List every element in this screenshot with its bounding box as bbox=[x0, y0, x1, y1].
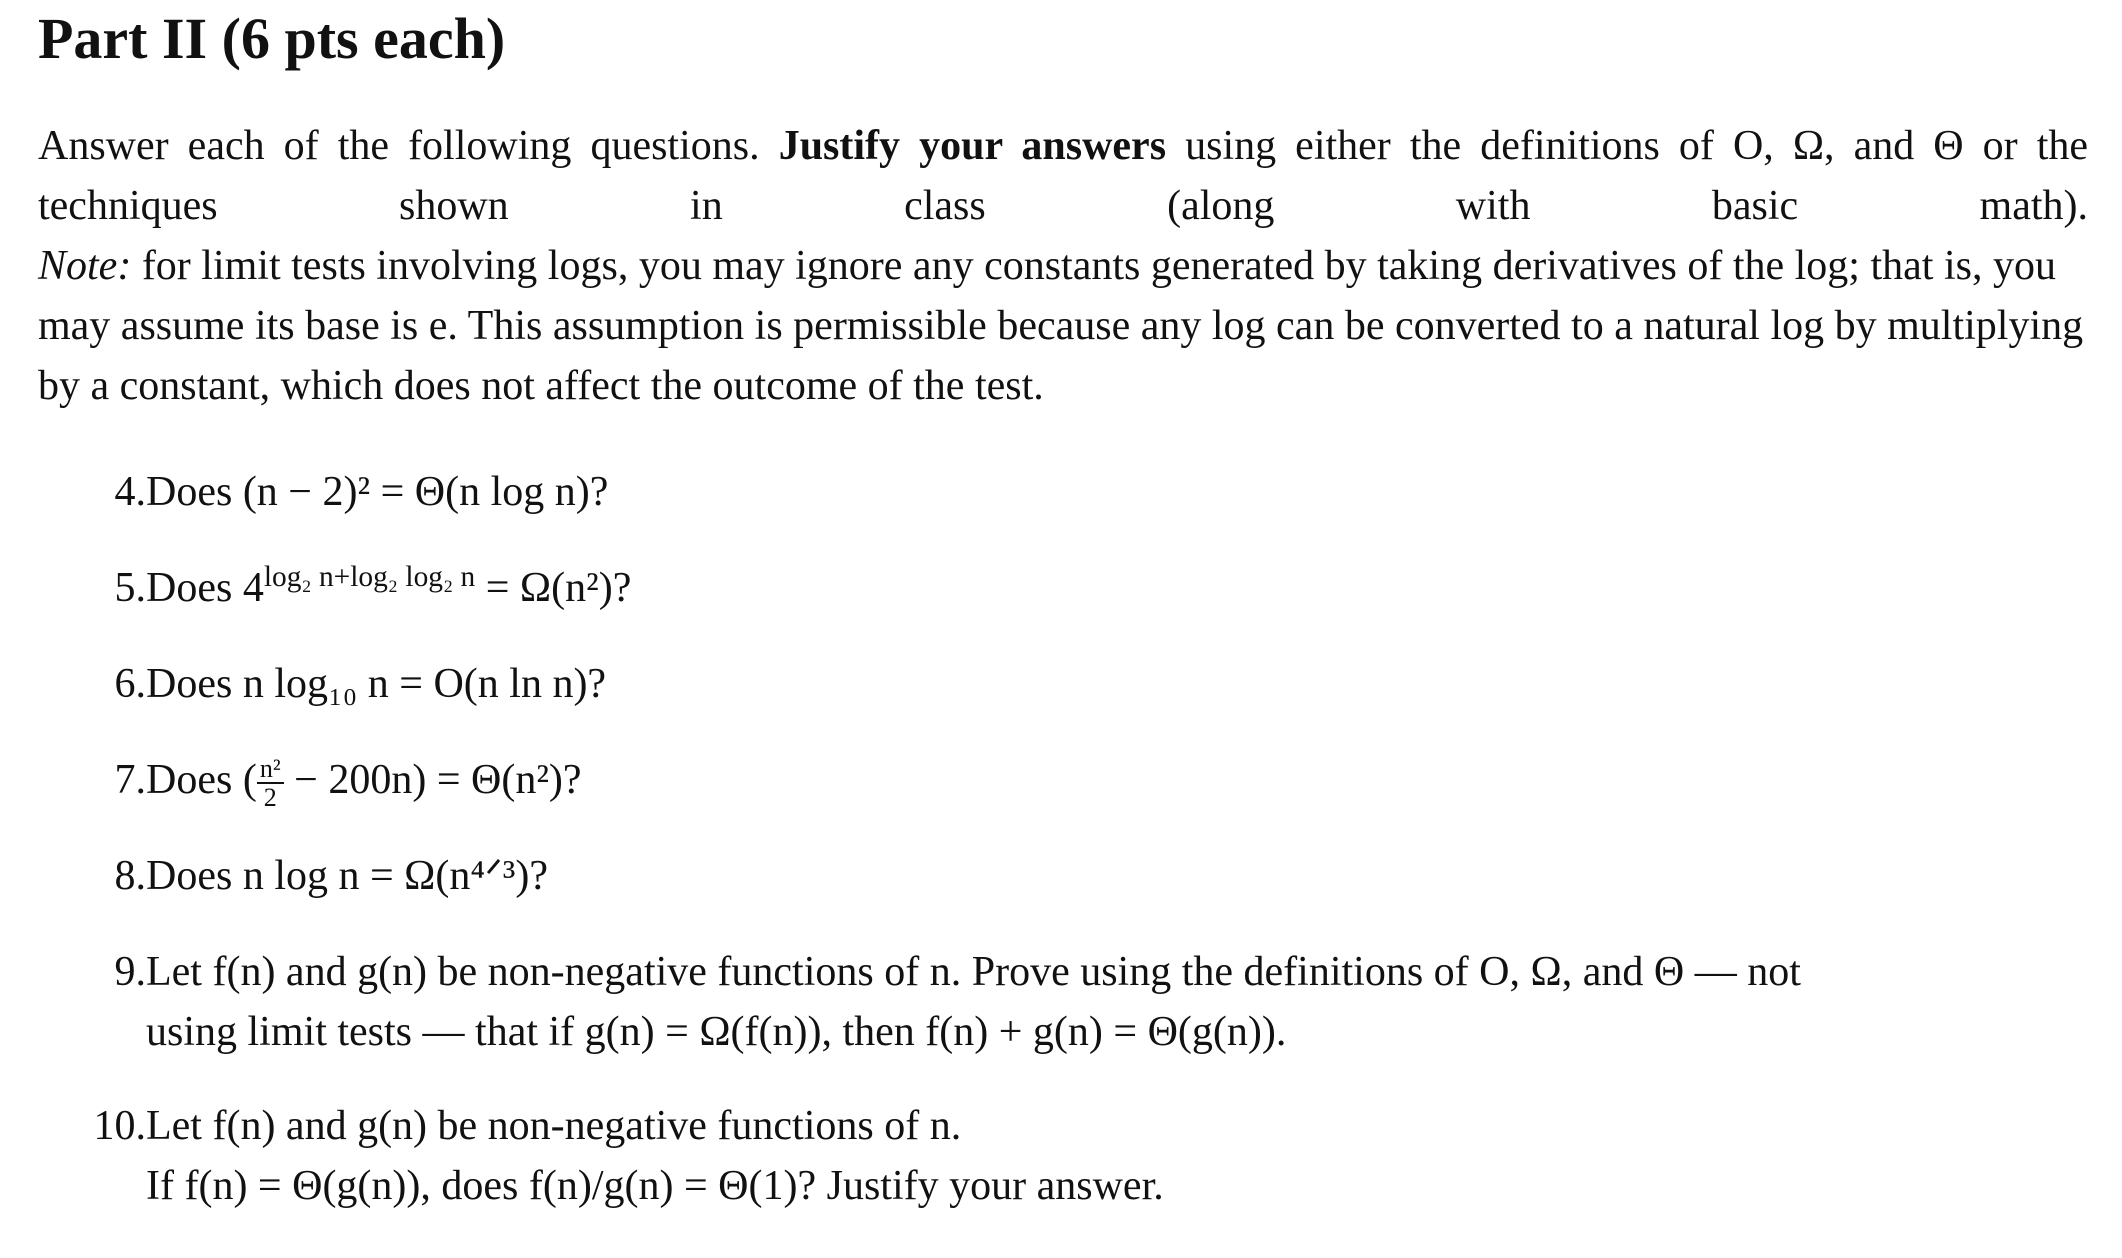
question-suffix: − 200n) = Θ(n²)? bbox=[283, 757, 582, 803]
question-number: 8. bbox=[114, 853, 146, 899]
instructions-paragraph bbox=[38, 116, 2088, 236]
question-prefix: Does ( bbox=[146, 757, 257, 803]
question-text-line-1: Let f(n) and g(n) be non-negative functions of n. bbox=[146, 1103, 962, 1149]
question-number: 9. bbox=[114, 949, 146, 995]
question-prefix: Does 4 bbox=[146, 565, 264, 611]
note-label: Note: bbox=[38, 243, 132, 289]
instructions-bold: Justify your answers bbox=[778, 123, 1167, 169]
instructions-rest: using either the definitions of O, Ω, and Θ or the techniques shown in class (along with basic math). bbox=[38, 123, 2089, 229]
question-number: 10. bbox=[93, 1103, 146, 1149]
fraction bbox=[257, 755, 284, 812]
instructions bbox=[38, 116, 2088, 416]
fraction-numerator: n² bbox=[257, 755, 284, 784]
question-number: 7. bbox=[114, 757, 146, 803]
question-text-line-2: using limit tests — that if g(n) = Ω(f(n)), then f(n) + g(n) = Θ(g(n)). bbox=[146, 1009, 1287, 1055]
question-text: Does n log₁₀ n = O(n ln n)? bbox=[146, 661, 607, 707]
note-paragraph bbox=[38, 236, 2088, 416]
question-text-line-1: Let f(n) and g(n) be non-negative functions of n. Prove using the definitions of O, Ω, and Θ — not bbox=[146, 949, 1801, 995]
question-text: Does n log n = Ω(n⁴ᐟ³)? bbox=[146, 853, 549, 899]
note-text: for limit tests involving logs, you may ignore any constants generated by taking derivatives of the log; that is, you may assume its base is e. This assumption is permissible because any log can be converted to a natural log by multiplying by a constant, which does not affect the outcome of the test. bbox=[38, 243, 2084, 409]
question-suffix: = Ω(n²)? bbox=[475, 565, 632, 611]
question-number: 6. bbox=[114, 661, 146, 707]
question-text bbox=[146, 558, 2088, 618]
question-number: 5. bbox=[114, 565, 146, 611]
question-text-line-2: If f(n) = Θ(g(n)), does f(n)/g(n) = Θ(1)? Justify your answer. bbox=[146, 1163, 1164, 1209]
section-heading: Part II (6 pts each) bbox=[38, 6, 506, 71]
question-text: Does (n − 2)² = Θ(n log n)? bbox=[146, 469, 609, 515]
instructions-lead: Answer each of the following questions. bbox=[38, 123, 760, 169]
question-text bbox=[146, 750, 2088, 812]
question-number: 4. bbox=[114, 469, 146, 515]
fraction-denominator: 2 bbox=[263, 783, 277, 813]
question-exponent: log₂ n+log₂ log₂ n bbox=[263, 561, 476, 593]
